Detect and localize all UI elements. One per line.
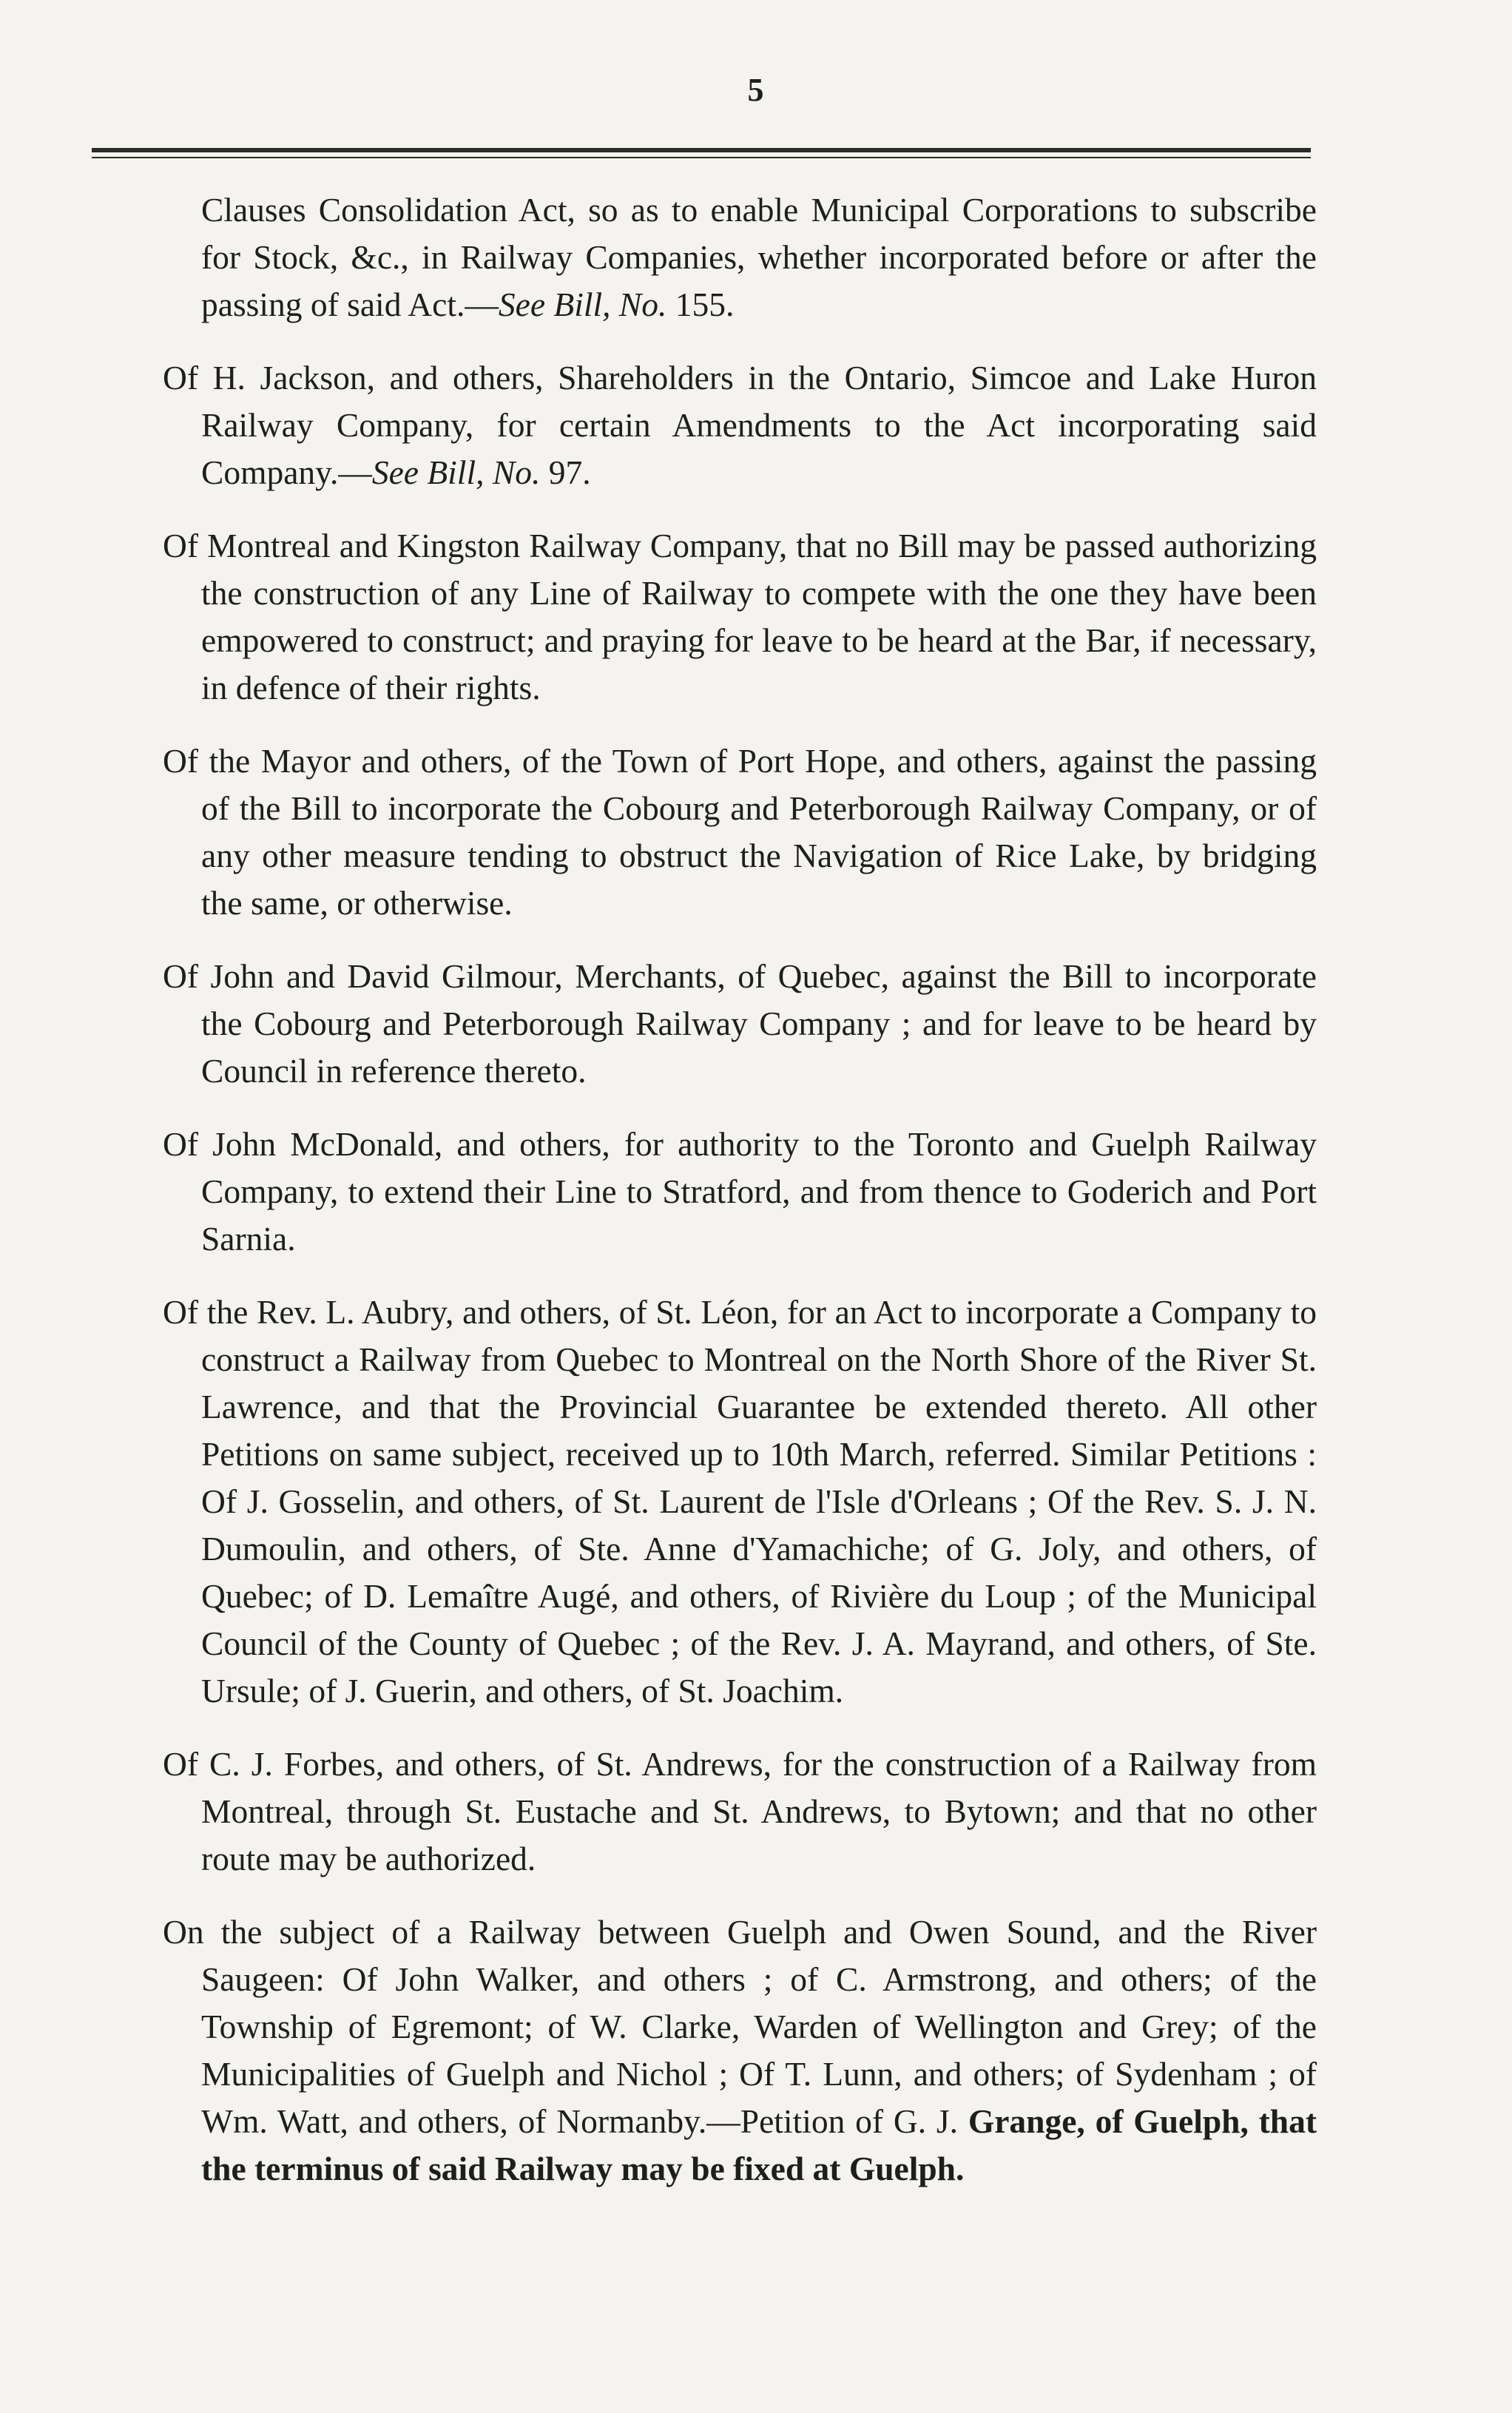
petition-entry: [163, 354, 1317, 496]
entry-text: Of the Rev. L. Aubry, and others, of St. Léon, for an Act to incorporate a Company to construct a Railway from Quebec to Montreal on the North Shore of the River St. Lawrence, and that the Provincial Guarantee be extended thereto. All other Petitions on same subject, received up to 10th March, referred. Similar Petitions : Of J. Gosselin, and others, of St. Laurent de l'Isle d'Orleans ; Of the Rev. S. J. N. Dumoulin, and others, of Ste. Anne d'Yamachiche; of G. Joly, and others, of Quebec; of D. Lemaître Augé, and others, of Rivière du Loup ; of the Municipal Council of the County of Quebec ; of the Rev. J. A. Mayrand, and others, of Ste. Ursule; of J. Guerin, and others, of St. Joachim.: [163, 1293, 1317, 1710]
entry-text: Clauses Consolidation Act, so as to enable Municipal Corporations to subscribe for Stock, &c., in Railway Companies, whether incorporated before or after the passing of said Act.—: [201, 191, 1317, 323]
entry-text: Of H. Jackson, and others, Shareholders in the Ontario, Simcoe and Lake Huron Railway Company, for certain Amendments to the Act incorporating said Company.—: [163, 359, 1317, 491]
petition-entry: [163, 953, 1317, 1095]
petition-entry: [163, 1909, 1317, 2193]
bill-reference: See Bill, No.: [498, 286, 667, 323]
entry-text: Of John and David Gilmour, Merchants, of Quebec, against the Bill to incorporate the Cobourg and Peterborough Railway Company ; and for leave to be heard by Council in reference thereto.: [163, 957, 1317, 1090]
petition-entry: [163, 1741, 1317, 1883]
entry-final-line: Grange, of Guelph, that the terminus of said Railway may be fixed at Guelph.: [201, 2102, 1317, 2187]
header-rule-thick: [92, 148, 1311, 152]
entry-text: Of the Mayor and others, of the Town of Port Hope, and others, against the passing of the Bill to incorporate the Cobourg and Peterborough Railway Company, or of any other measure tending to obstruct the Navigation of Rice Lake, by bridging the same, or otherwise.: [163, 742, 1317, 922]
petition-list: [163, 186, 1317, 2218]
page-number: 5: [747, 72, 765, 108]
entry-text: Of Montreal and Kingston Railway Company, that no Bill may be passed authorizing the construction of any Line of Railway to compete with the one they have been empowered to construct; and praying for leave to be heard at the Bar, if necessary, in defence of their rights.: [163, 527, 1317, 706]
petition-entry: [163, 1289, 1317, 1715]
petition-entry: [163, 738, 1317, 927]
bill-reference: See Bill, No.: [371, 453, 541, 491]
header-rule-thin: [92, 157, 1311, 158]
entry-text: On the subject of a Railway between Guelph and Owen Sound, and the River Saugeen: Of John Walker, and others ; of C. Armstrong, and others; of the Township of Egremont; of W. Clarke, Warden of Wellington and Grey; of the Municipalities of Guelph and Nichol ; Of T. Lunn, and others; of Sydenham ; of Wm. Watt, and others, of Normanby.—Petition of G. J.: [163, 1913, 1317, 2140]
bill-number: 155.: [666, 286, 735, 323]
bill-number: 97.: [540, 453, 591, 491]
entry-text: Of John McDonald, and others, for authority to the Toronto and Guelph Railway Company, to extend their Line to Stratford, and from thence to Goderich and Port Sarnia.: [163, 1125, 1317, 1258]
petition-entry: [163, 522, 1317, 712]
petition-entry: [163, 186, 1317, 328]
petition-entry: [163, 1121, 1317, 1263]
entry-text: Of C. J. Forbes, and others, of St. Andrews, for the construction of a Railway from Montreal, through St. Eustache and St. Andrews, to Bytown; and that no other route may be authorized.: [163, 1745, 1317, 1877]
